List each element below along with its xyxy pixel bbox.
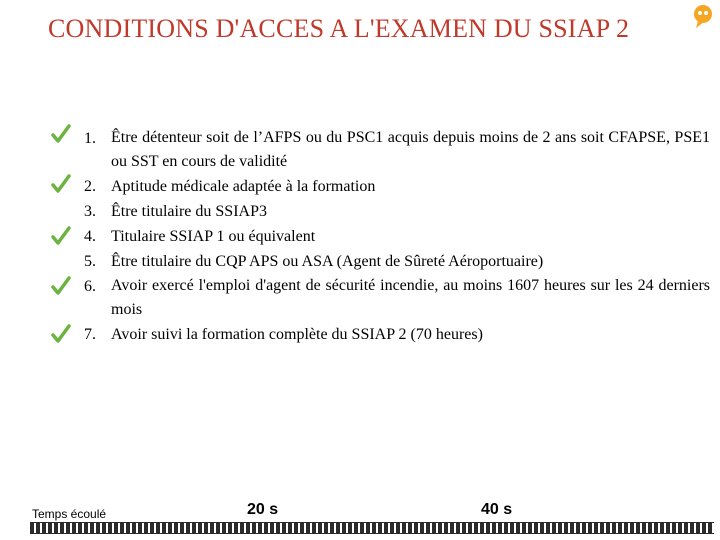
list-item — [84, 224, 710, 249]
item-text: Avoir exercé l'emploi d'agent de sécurité incendie, au moins 1607 heures sur les 24 derniers mois — [111, 277, 710, 318]
checkmark-icon — [50, 276, 72, 296]
list-item — [84, 274, 710, 322]
list-item — [84, 322, 710, 347]
list-item — [84, 249, 710, 274]
checkmark-icon — [50, 324, 72, 344]
item-number: 5. — [84, 253, 96, 270]
timer-tick-label: 40 s — [481, 501, 513, 518]
elapsed-time-label: Temps écoulé — [32, 507, 107, 521]
checkmark-icon — [50, 124, 72, 144]
item-number: 7. — [84, 326, 96, 343]
check-column — [50, 0, 74, 540]
item-number: 3. — [84, 203, 96, 220]
checkmark-icon — [50, 174, 72, 194]
list-item — [84, 174, 710, 199]
list-item — [84, 126, 710, 174]
item-text: Être titulaire du SSIAP3 — [111, 203, 267, 220]
item-number: 1. — [84, 130, 96, 147]
slide-title: CONDITIONS D'ACCES A L'EXAMEN DU SSIAP 2 — [48, 14, 630, 43]
item-number: 6. — [84, 278, 96, 295]
checkmark-icon — [50, 226, 72, 246]
item-number: 2. — [84, 178, 96, 195]
item-text: Titulaire SSIAP 1 ou équivalent — [111, 228, 316, 245]
timer-tick-label: 20 s — [247, 501, 279, 518]
item-text: Être titulaire du CQP APS ou ASA (Agent de Sûreté Aéroportuaire) — [111, 253, 544, 270]
conditions-list — [84, 126, 710, 347]
item-text: Être détenteur soit de l’AFPS ou du PSC1 acquis depuis moins de 2 ans soit CFAPSE, PSE1 ou SST en cours de validité — [111, 129, 710, 170]
item-text: Aptitude médicale adaptée à la formation — [111, 178, 376, 195]
speech-bubble-logo-icon — [692, 4, 714, 30]
item-text: Avoir suivi la formation complète du SSIAP 2 (70 heures) — [111, 326, 483, 343]
timer-progress-track — [30, 522, 714, 534]
list-item — [84, 199, 710, 224]
item-number: 4. — [84, 228, 96, 245]
